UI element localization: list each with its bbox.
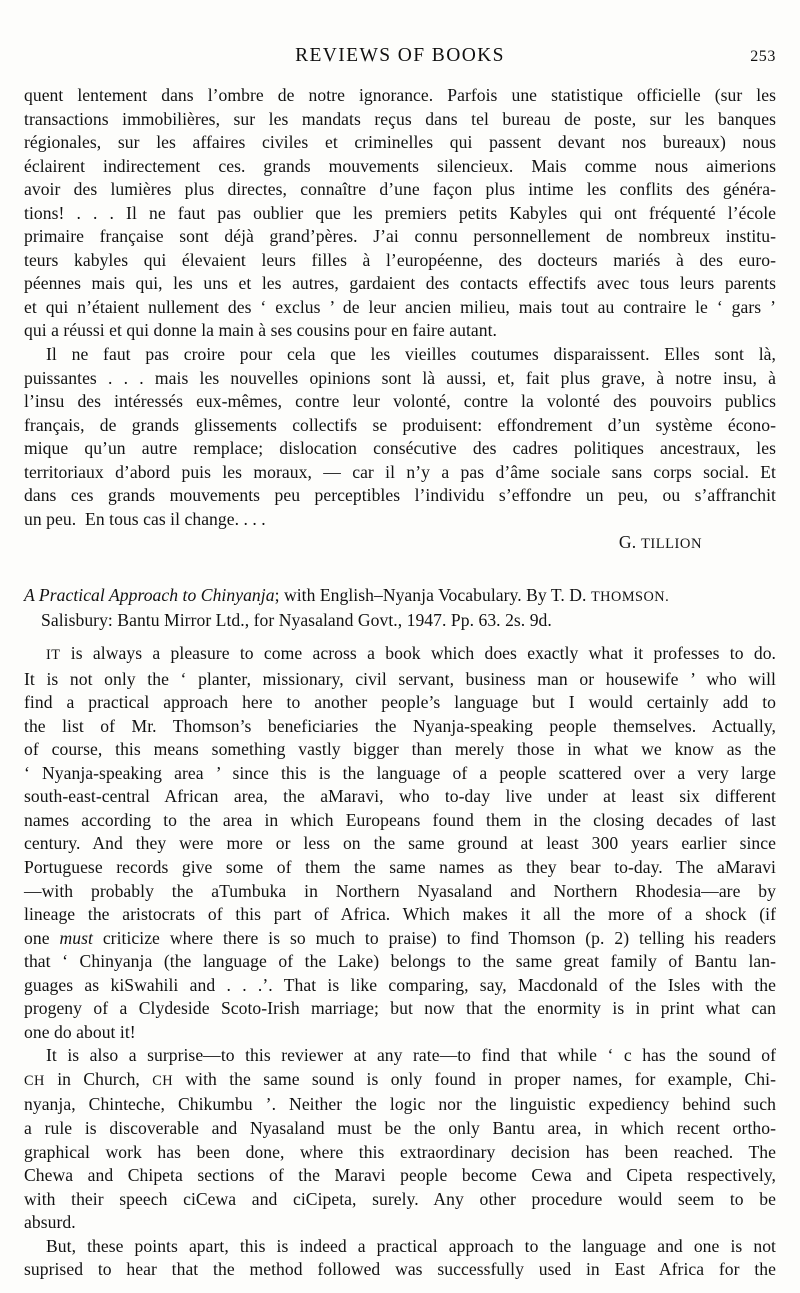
text-line: —with probably the aTumbuka in Northern Nyasaland and Northern Rhodesia—are by [24,880,776,901]
text-line: tions! . . . Il ne faut pas oublier que les premiers petits Kabyles qui ont fréquenté l’école [24,202,776,223]
text-line: CH in Church, CH with the same sound is only found in proper names, for example, Chi- [24,1068,776,1089]
text-line: one do about it! [24,1021,136,1042]
text-line: ‘ Nyanja-speaking area ’ since this is the language of a people scattered over a very large [24,762,776,783]
text-line: éclairent indirectement ces. grands mouvements silencieux. Mais comme nous aimerions [24,155,776,176]
citation-rest: ; with English–Nyanja Vocabulary. By T. D. [274,584,591,605]
book-author: THOMSON. [590,588,670,605]
review-citation [24,584,776,633]
review-paragraph-3 [24,1235,776,1282]
text-line [24,642,776,668]
text-line: guages as kiSwahili and . . .’. That is like comparing, say, Macdonald of the Isles with the [24,974,776,995]
text-run: is always a pleasure to come across a book which does exactly what it professes to do. [60,643,776,664]
french-paragraph-2 [24,343,776,531]
book-title: A Practical Approach to Chinyanja [24,584,275,605]
french-paragraph-1 [24,84,776,343]
citation-imprint: Salisbury: Bantu Mirror Ltd., for Nyasaland Govt., 1947. Pp. 63. 2s. 9d. [41,610,552,631]
text-line [24,1044,776,1068]
review-paragraph-2 [24,1044,776,1234]
page-title: REVIEWS OF BOOKS [295,45,505,66]
text-line: find a practical approach here to another people’s language but I would certainly add to [24,692,776,713]
text-run: Il ne faut pas croire pour cela que les vieilles coutumes disparaissent. Elles sont là, [46,344,776,365]
signature-initial: G. [618,532,641,553]
page-content [24,44,776,1282]
smallcaps-ch: CH [24,1072,45,1089]
text-line: Portuguese records give some of them the same names as they bear to-day. The aMaravi [24,856,776,877]
text-line: français, de grands glissements collectifs se produisent: effondrement d’un système écono- [24,414,776,435]
page-number: 253 [750,48,776,65]
text-line: century. And they were more or less on the same ground at least 300 years earlier since [24,833,776,854]
review-paragraph-1 [24,642,776,1044]
text-run: But, these points apart, this is indeed a practical approach to the language and one is not [46,1235,776,1256]
opening-smallcaps: IT [46,647,61,664]
text-line: teurs kabyles qui élevaient leurs filles à l’européenne, des docteurs mariés à des euro- [24,249,776,270]
emphasis-word: must [59,927,93,948]
text-line: l’insu des intéressés eux-mêmes, contre leur volonté, contre la volonté des pouvoirs publics [24,391,776,412]
text-line: south-east-central African area, the aMaravi, who to-day live under at least six different [24,786,776,807]
text-line: suprised to hear that the method followed was successfully used in East Africa for the [24,1259,776,1280]
text-line: quent lentement dans l’ombre de notre ignorance. Parfois une statistique officielle (sur les [24,85,776,105]
text-line: a rule is discoverable and Nyasaland must be the only Bantu area, in which recent ortho- [24,1117,776,1138]
text-line: absurd. [24,1212,76,1233]
text-line: with their speech ciCewa and ciCipeta, surely. Any other procedure would seem to be [24,1188,776,1209]
author-signature [24,531,776,557]
text-line: un peu. En tous cas il change. . . . [24,508,266,529]
running-head [24,44,776,78]
text-line [24,343,776,367]
text-line: régionales, sur les affaires civiles et criminelles qui passent devant nos bureaux) nous [24,132,776,153]
text-line: nyanja, Chinteche, Chikumbu ’. Neither the logic nor the linguistic expediency behind such [24,1094,776,1115]
signature-surname: TILLION [640,536,702,553]
smallcaps-ch: CH [152,1072,174,1089]
text-line: avoir des lumières plus directes, connaître d’une façon plus intime les conflits des généra- [24,179,776,200]
text-line: lineage the aristocrats of this part of Africa. Which makes it all the more of a shock (if [24,904,776,925]
spacer [24,633,776,642]
text-line: transactions immobilières, sur les mandats reçus dans tel bureau de poste, sur les banques [24,108,776,129]
text-line: primaire française sont déjà grand’pères. J’ai connu personnellement de nombreux institu- [24,226,776,247]
text-line: péennes mais qui, les uns et les autres, gardaient des contacts effectifs avec tous leurs parents [24,273,776,294]
text-line: graphical work has been done, where this extraordinary decision has been reached. The [24,1141,776,1162]
text-line: one must criticize where there is so much to praise) to find Thomson (p. 2) telling his readers [24,927,776,948]
text-line: et qui n’étaient nullement des ‘ exclus ’ de leur ancien milieu, mais tout au contraire le ‘ gars ’ [24,296,776,317]
text-line: qui a réussi et qui donne la main à ses cousins pour en faire autant. [24,320,497,341]
text-line: territoriaux d’abord puis les moraux, — car il n’y a pas d’âme sociale sans corps social. Et [24,461,776,482]
text-line: puissantes . . . mais les nouvelles opinions sont là aussi, et, fait plus grave, à notre insu, à [24,367,776,388]
text-line: that ‘ Chinyanja (the language of the Lake) belongs to the same great family of Bantu lan- [24,951,776,972]
text-line: of course, this means something vastly bigger than merely those in what we know as the [24,739,776,760]
text-line: names according to the area in which Europeans found them in the closing decades of last [24,809,776,830]
citation-line-1 [24,584,776,610]
text-line: Chewa and Chipeta sections of the Maravi people become Cewa and Cipeta respectively, [24,1165,776,1186]
text-line: It is not only the ‘ planter, missionary, civil servant, business man or housewife ’ who will [24,668,776,689]
text-line: progeny of a Clydeside Scoto-Irish marriage; but now that the enormity is in print what can [24,998,776,1019]
text-line [24,1235,776,1259]
text-line: dans ces grands mouvements peu perceptibles l’individu s’effondre un peu, ou s’affranchit [24,485,776,506]
text-run: It is also a surprise—to this reviewer at any rate—to find that while ‘ c has the sound of [46,1045,776,1066]
text-line: mique qu’un autre remplace; dislocation consécutive des cadres politiques ancestraux, les [24,438,776,459]
text-line: the list of Mr. Thomson’s beneficiaries the Nyanja-speaking people themselves. Actually, [24,715,776,736]
citation-line-2 [24,609,776,633]
